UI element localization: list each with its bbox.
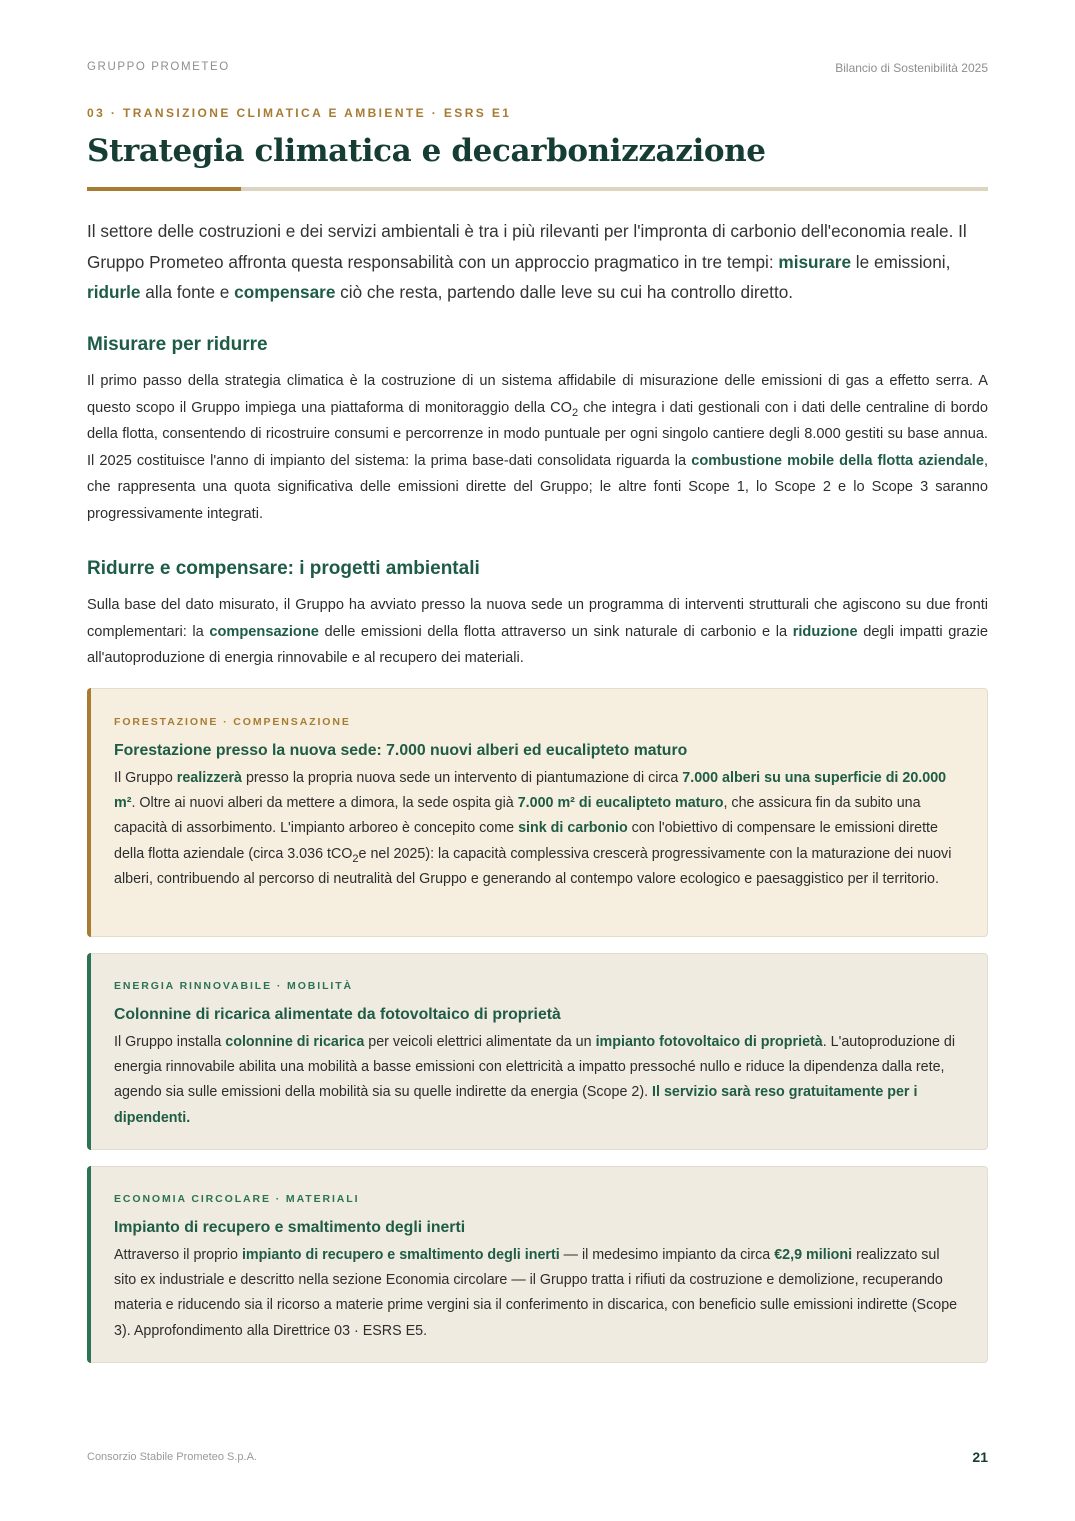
card-text: , che assicura fin da subito una capacità di assorbimento. L'impianto arboreo è concepito come — [114, 795, 921, 837]
intro-text: Il settore delle costruzioni e dei servizi ambientali è tra i più rilevanti per l'impronta di carbonio dell'economia reale. Il Gruppo Prometeo affronta questa responsabilità con un approccio pragmatico in tre tempi: — [87, 221, 967, 272]
card-highlight: realizzerà — [176, 770, 242, 786]
card-text: Attraverso il proprio — [114, 1247, 242, 1263]
running-header — [87, 61, 988, 77]
header-org: GRUPPO PROMETEO — [87, 61, 230, 73]
card-title: Forestazione presso la nuova sede: 7.000 nuovi alberi ed eucalipteto maturo — [114, 742, 688, 759]
reduce-highlight-reduction: riduzione — [792, 623, 858, 640]
report-page — [87, 0, 988, 1521]
project-card-recycling — [87, 1166, 988, 1363]
reduce-text: delle emissioni della flotta attraverso un sink naturale di carbonio e la — [318, 623, 793, 640]
card-text: . L'autoproduzione di energia rinnovabile abilita una mobilità a basse emissioni con elettricità a impatto pressoché nullo e riduce la dipendenza dalla rete, agendo sia sulle emissioni della mobilità sia su quelle indirette da energia (Scope 2). — [114, 1034, 956, 1101]
card-tag: FORESTAZIONE · COMPENSAZIONE — [114, 716, 351, 728]
intro-text: ciò che resta, partendo dalle leve su cui ha controllo diretto. — [335, 282, 794, 302]
measure-text: che integra i dati gestionali con i dati delle centraline di bordo della flotta, consentendo di ricostruire consumi e percorrenze in modo puntuale per ogni singolo cantiere degli 8.000 gestiti su base annua. Il 2025 costituisce l'anno di impianto del sistema: la prima base-dati consolidata riguarda la — [87, 399, 988, 469]
header-report-title: Bilancio di Sostenibilità 2025 — [835, 61, 988, 75]
reduce-highlight-offset: compensazione — [209, 623, 319, 640]
reduce-paragraph — [87, 592, 988, 672]
footer-company: Consorzio Stabile Prometeo S.p.A. — [87, 1451, 257, 1463]
card-text: . Oltre ai nuovi alberi da mettere a dimora, la sede ospita già — [131, 795, 518, 812]
card-tag: ENERGIA RINNOVABILE · MOBILITÀ — [114, 980, 353, 992]
card-highlight: impianto fotovoltaico di proprietà — [595, 1034, 823, 1050]
title-divider-accent — [87, 187, 241, 191]
intro-highlight-measure: misurare — [778, 251, 852, 272]
reduce-text: degli impatti grazie all'autoproduzione di energia rinnovabile e al recupero dei materiali. — [87, 623, 989, 666]
co2-subscript: 2 — [572, 406, 579, 419]
card-highlight: 7.000 alberi su una superficie di 20.000 m² — [114, 770, 947, 812]
card-highlight: sink di carbonio — [518, 820, 628, 837]
measure-text: , che rappresenta una quota significativa delle emissioni dirette del Gruppo; le altre fonti Scope 1, lo Scope 2 e lo Scope 3 saranno progressivamente integrati. — [87, 452, 988, 522]
reduce-text: Sulla base del dato misurato, il Gruppo ha avviato presso la nuova sede un programma di interventi strutturali che agiscono su due fronti complementari: la — [87, 597, 988, 640]
card-title: Colonnine di ricarica alimentate da fotovoltaico di proprietà — [114, 1006, 561, 1023]
card-text: realizzato sul sito ex industriale e descritto nella sezione Economia circolare — il Gruppo tratta i rifiuti da costruzione e demolizione, recuperando materia e riducendo sia il ricorso a materie prime vergini sia il conferimento in discarica, con beneficio sulle emissioni indirette (Scope 3). Approfondimento alla Direttrice 03 · ESRS E5. — [114, 1247, 958, 1339]
project-card-forestation — [87, 688, 988, 937]
card-highlight: Il servizio sarà reso gratuitamente per i dipendenti. — [114, 1084, 918, 1126]
card-text: con l'obiettivo di compensare le emissioni dirette della flotta aziendale (circa 3.036 tCO — [114, 820, 938, 862]
card-text: Il Gruppo — [114, 770, 177, 786]
measure-highlight: combustione mobile della flotta aziendale — [691, 452, 984, 469]
card-text: — il medesimo impianto da circa — [559, 1247, 775, 1263]
page-number: 21 — [972, 1449, 988, 1465]
measure-paragraph — [87, 368, 988, 527]
intro-highlight-reduce: ridurle — [87, 282, 141, 302]
section-kicker: 03 · TRANSIZIONE CLIMATICA E AMBIENTE · ESRS E1 — [87, 106, 512, 120]
heading-reduce: Ridurre e compensare: i progetti ambientali — [87, 558, 480, 579]
card-highlight: €2,9 milioni — [774, 1247, 853, 1263]
card-text: per veicoli elettrici alimentate da un — [364, 1034, 596, 1050]
intro-highlight-offset: compensare — [234, 282, 336, 302]
card-highlight: colonnine di ricarica — [225, 1034, 365, 1050]
co2-subscript: 2 — [352, 852, 359, 865]
card-body — [114, 1243, 965, 1344]
intro-paragraph — [87, 216, 988, 308]
card-text: presso la propria nuova sede un intervento di piantumazione di circa — [241, 770, 683, 786]
card-title: Impianto di recupero e smaltimento degli inerti — [114, 1219, 466, 1236]
page-title: Strategia climatica e decarbonizzazione — [87, 133, 766, 169]
card-highlight: 7.000 m² di eucalipteto maturo — [517, 795, 724, 812]
project-card-charging — [87, 953, 988, 1150]
card-tag: ECONOMIA CIRCOLARE · MATERIALI — [114, 1193, 360, 1205]
heading-measure: Misurare per ridurre — [87, 334, 268, 355]
card-text: Il Gruppo installa — [114, 1034, 226, 1050]
intro-text: alla fonte e — [140, 282, 235, 302]
measure-text: Il primo passo della strategia climatica è la costruzione di un sistema affidabile di misurazione delle emissioni di gas a effetto serra. A questo scopo il Gruppo impiega una piattaforma di monitoraggio della CO — [87, 373, 988, 416]
intro-text: le emissioni, — [851, 251, 951, 272]
card-body — [114, 766, 965, 892]
card-highlight: impianto di recupero e smaltimento degli inerti — [241, 1247, 560, 1263]
card-body — [114, 1030, 965, 1131]
card-text: e nel 2025): la capacità complessiva crescerà progressivamente con la maturazione dei nuovi alberi, contribuendo al percorso di neutralità del Gruppo e generando al contempo valore ecologico e paesaggistico per il territorio. — [114, 845, 952, 887]
